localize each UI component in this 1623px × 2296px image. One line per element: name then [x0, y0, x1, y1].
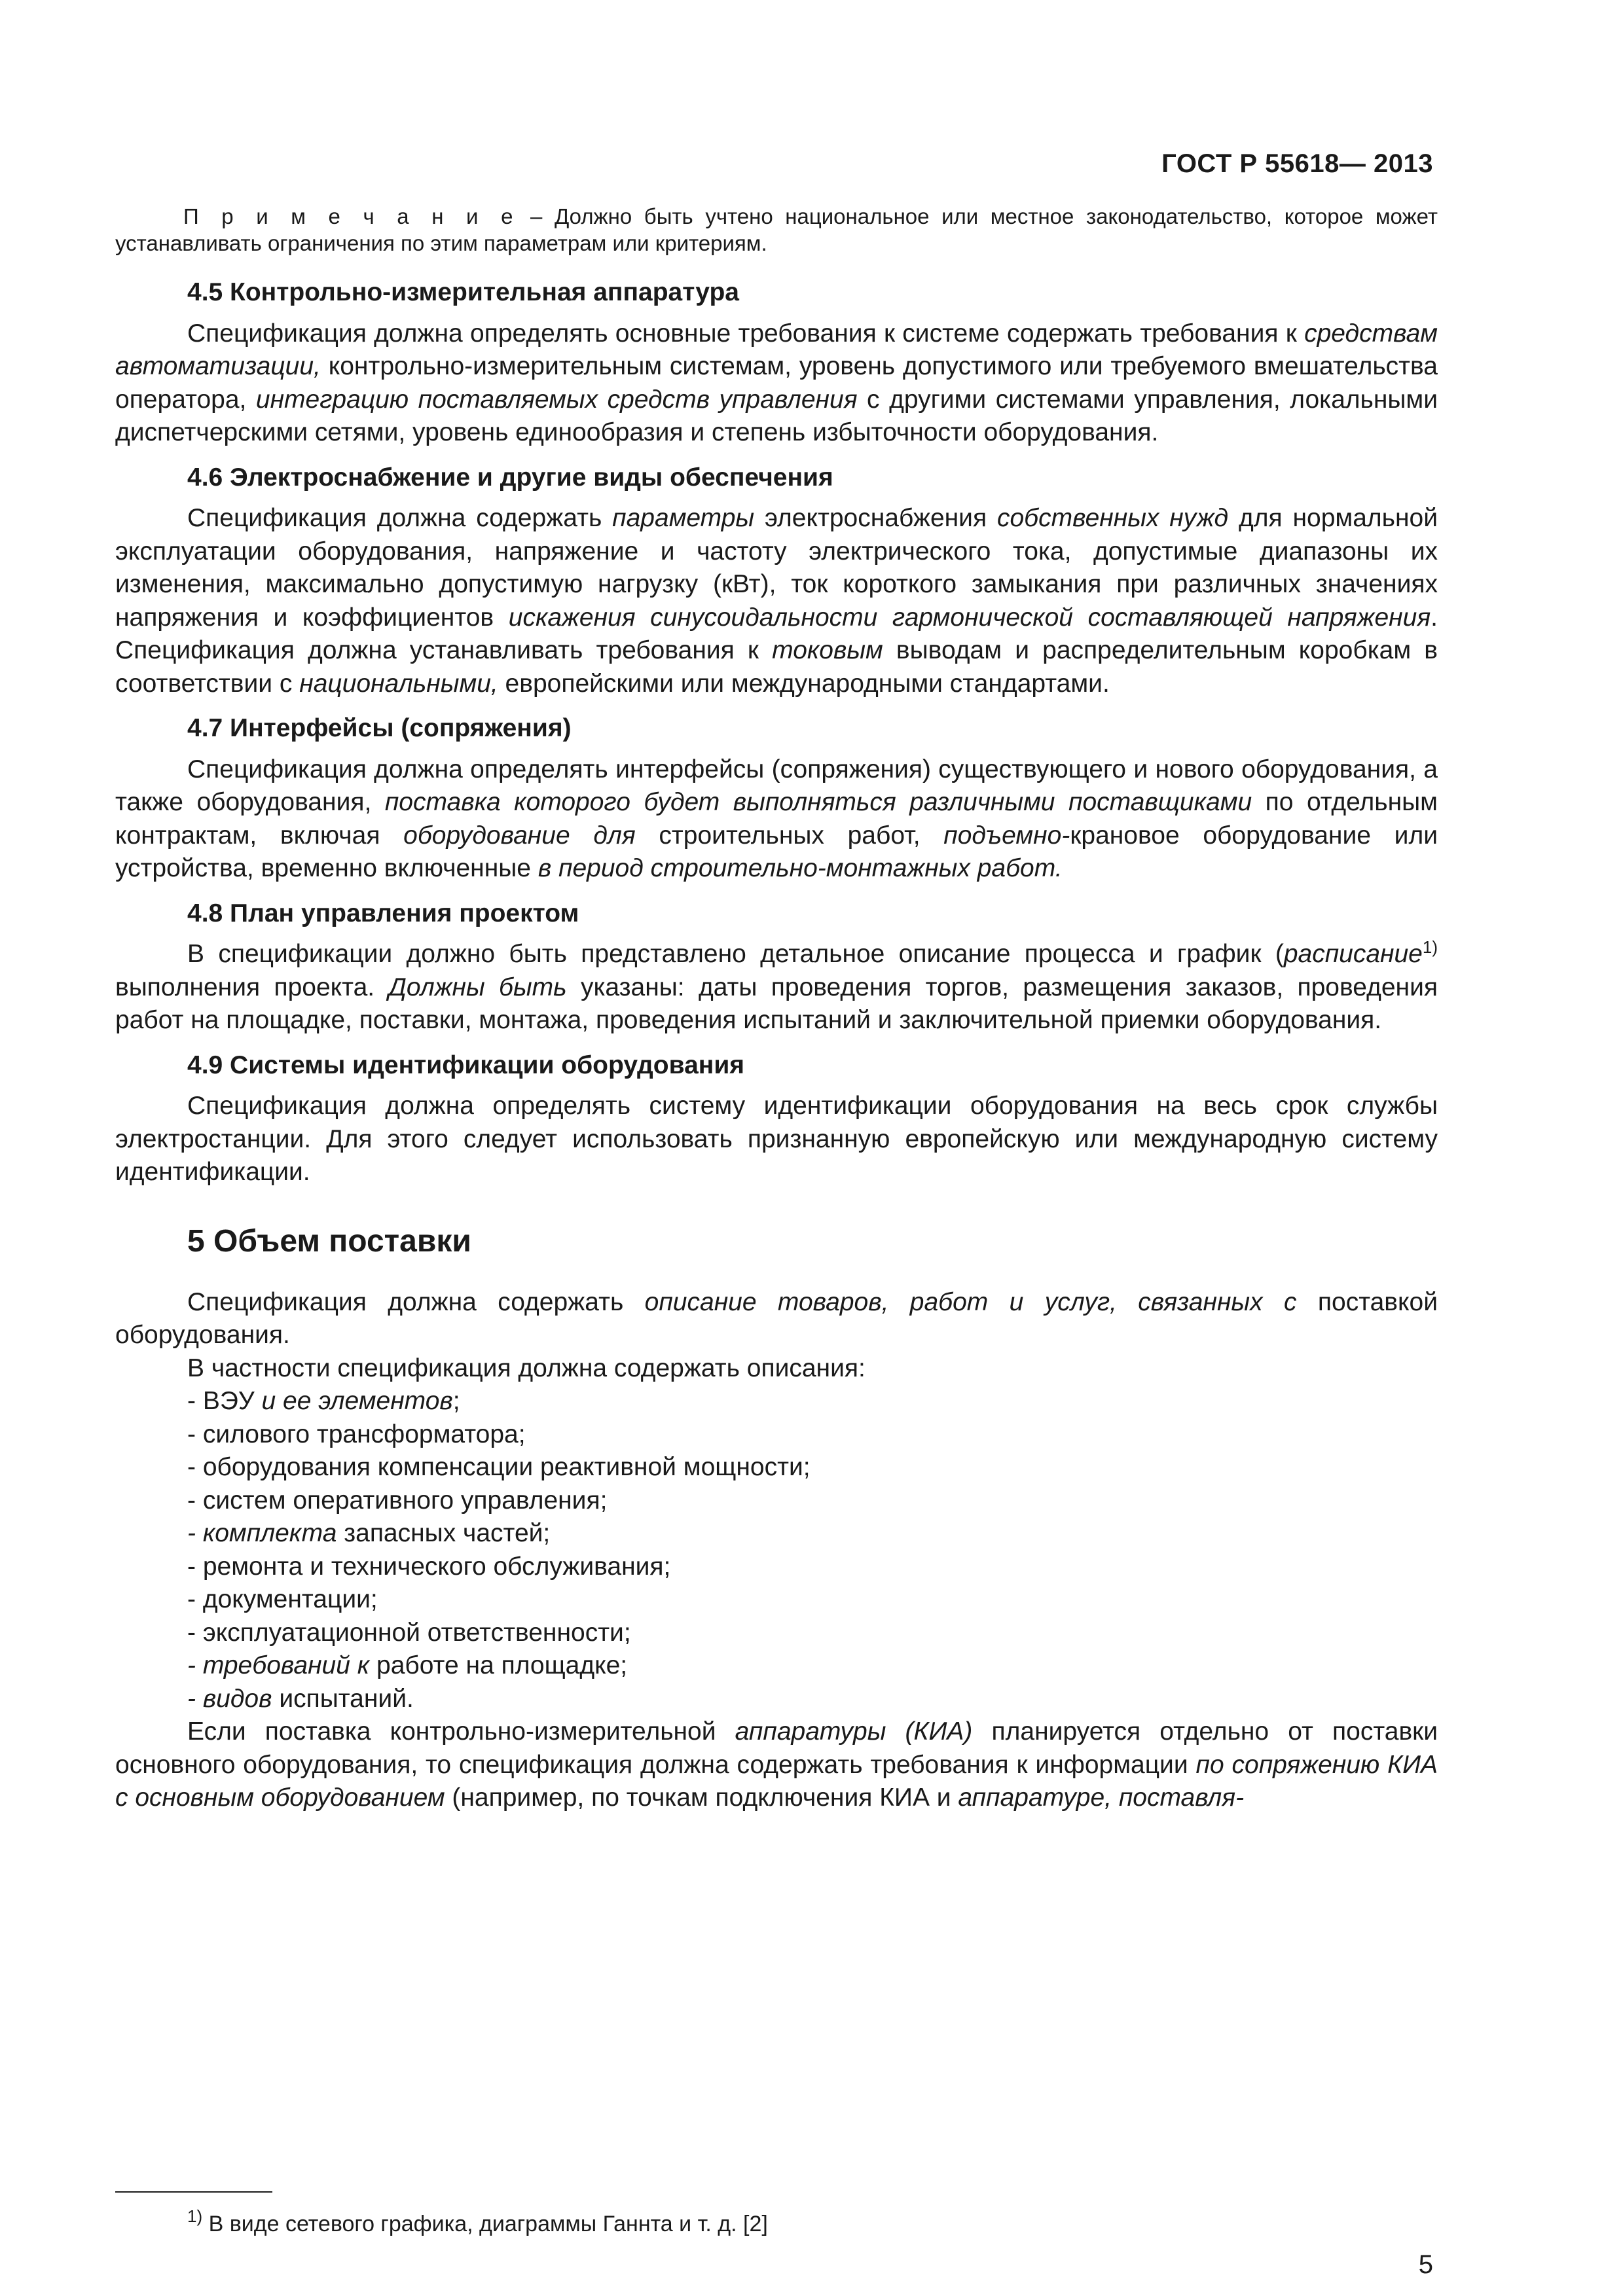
section-4-7-heading: 4.7 Интерфейсы (сопряжения)	[187, 714, 572, 742]
section-4-9-heading: 4.9 Системы идентификации оборудования	[187, 1050, 745, 1079]
list-item: - требований к работе на площадке;	[187, 1651, 628, 1679]
note-label: П р и м е ч а н и е	[183, 204, 519, 228]
footnote-text: В виде сетевого графика, диаграммы Ганнта и т. д. [2]	[202, 2212, 768, 2236]
section-4-7-text: Спецификация должна определять интерфейсы (сопряжения) существующего и нового оборудования, а также оборудования, поставка которого будет выполняться различными поставщиками по отдельным контрактам, включая оборудование для строительных работ, подъемно-крановое оборудование или устройства, временно включенные в период строительно-монтажных работ.	[115, 755, 1438, 882]
section-4-5-heading: 4.5 Контрольно-измерительная аппаратура	[187, 278, 739, 306]
page-body	[115, 203, 1438, 1815]
section-4-9-text: Спецификация должна определять систему идентификации оборудования на весь срок службы электростанции. Для этого следует использовать признанную европейскую или международную систему идентификации.	[115, 1092, 1438, 1186]
list-item: - ремонта и технического обслуживания;	[187, 1552, 671, 1581]
standard-code-header: ГОСТ Р 55618— 2013	[1161, 149, 1433, 178]
note-text: – Должно быть учтено национальное или местное законодательство, которое может устанавливать ограничения по этим параметрам или критериям.	[115, 204, 1438, 255]
list-item: - видов испытаний.	[187, 1684, 414, 1713]
scope-list	[115, 1385, 1438, 1715]
list-item: - эксплуатационной ответственности;	[187, 1618, 631, 1647]
section-4-8-text: В спецификации должно быть представлено детальное описание процесса и график (расписание$^{1)}$ выполнения проекта. Должны быть указаны: даты проведения торгов, размещения заказов, проведения работ на площадке, поставки, монтажа, проведения испытаний и заключительной приемки оборудования.	[115, 937, 1438, 1034]
footnote-reference: 1)	[1422, 937, 1438, 957]
section-5-closing-text: Если поставка контрольно-измерительной аппаратуры (КИА) планируется отдельно от поставки основного оборудования, то спецификация должна содержать требования к информации по сопряжению КИА с основным оборудованием (например, по точкам подключения КИА и аппаратуре, поставля-	[115, 1717, 1438, 1812]
list-item: - систем оперативного управления;	[187, 1486, 608, 1515]
section-4-6-text: Спецификация должна содержать параметры электроснабжения собственных нужд для нормальной эксплуатации оборудования, напряжение и частоту электрического тока, допустимые диапазоны их изменения, максимально допустимую нагрузку (кВт), ток короткого замыкания при различных значениях напряжения и коэффициентов искажения синусоидальности гармонической составляющей напряжения. Спецификация должна устанавливать требования к токовым выводам и распределительным коробкам в соответствии с национальными, европейскими или международными стандартами.	[115, 504, 1438, 698]
footnote-separator	[115, 2191, 272, 2193]
list-item: - силового трансформатора;	[187, 1420, 526, 1448]
page-number: 5	[1418, 2250, 1433, 2279]
section-5-heading: 5 Объем поставки	[187, 1223, 471, 1259]
note-paragraph	[115, 203, 1438, 257]
list-item: - оборудования компенсации реактивной мощности;	[187, 1453, 811, 1481]
section-5-list-intro: В частности спецификация должна содержать описания:	[187, 1354, 866, 1382]
section-4-6-heading: 4.6 Электроснабжение и другие виды обеспечения	[187, 463, 833, 492]
section-4-5-text: Спецификация должна определять основные требования к системе содержать требования к средствам автоматизации, контрольно-измерительным системам, уровень допустимого или требуемого вмешательства оператора, интеграцию поставляемых средств управления с другими системами управления, локальными диспетчерскими сетями, уровень единообразия и степень избыточности оборудования.	[115, 319, 1438, 446]
list-item: - ВЭУ и ее элементов;	[187, 1387, 460, 1415]
list-item: - документации;	[187, 1585, 378, 1613]
footnote	[187, 2206, 768, 2238]
list-item: - комплекта запасных частей;	[187, 1519, 551, 1547]
section-5-intro-text: Спецификация должна содержать описание товаров, работ и услуг, связанных с поставкой оборудования.	[115, 1287, 1438, 1349]
section-4-8-heading: 4.8 План управления проектом	[187, 899, 579, 927]
footnote-mark: 1)	[187, 2206, 203, 2226]
